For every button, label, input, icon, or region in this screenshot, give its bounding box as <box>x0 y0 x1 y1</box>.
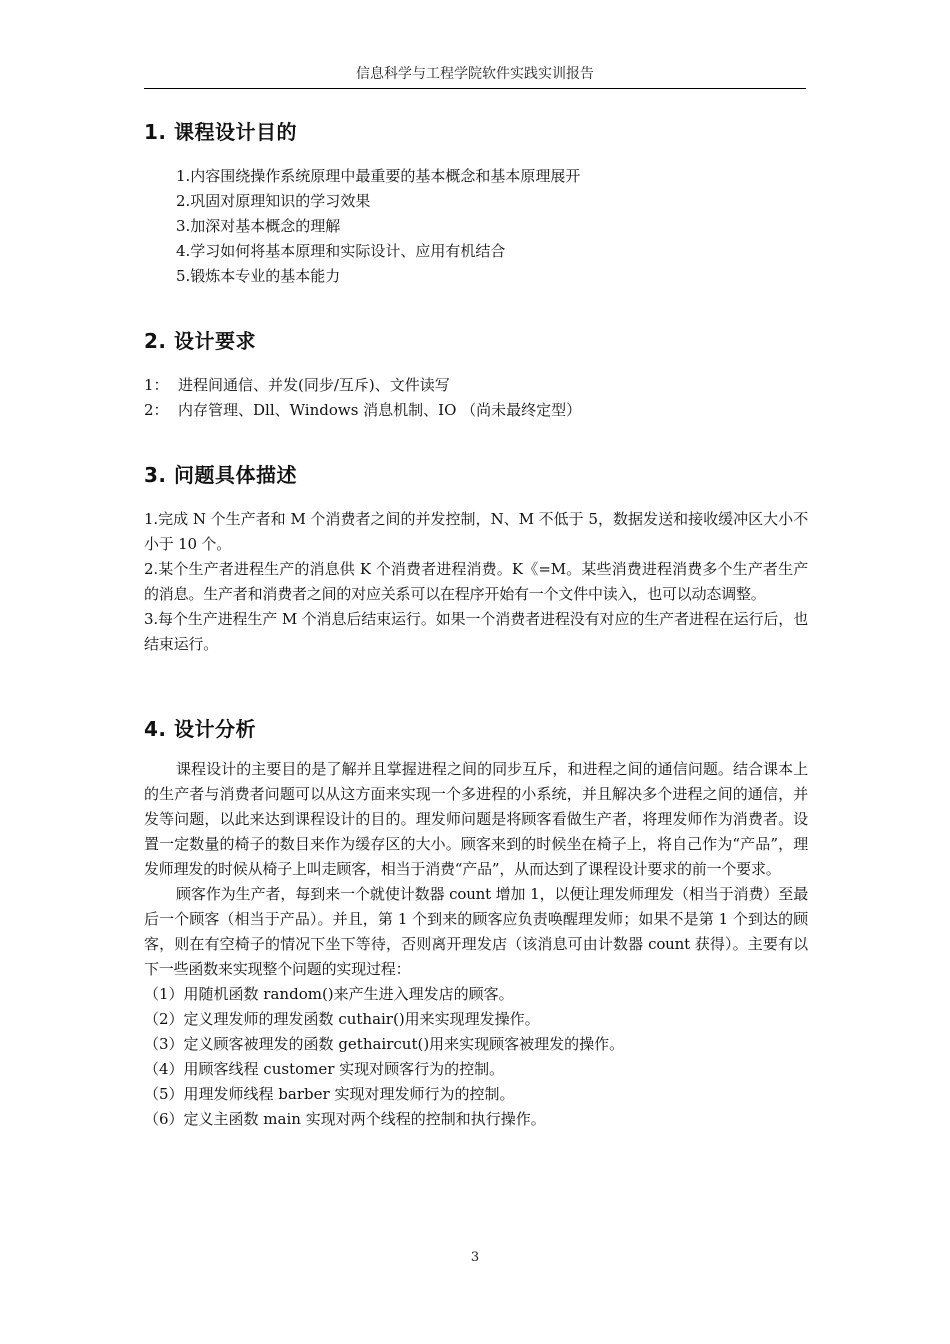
problem-description <box>144 507 808 657</box>
item-text: 内存管理、Dll、Windows 消息机制、IO （尚未最终定型） <box>178 401 582 419</box>
item-number: 2： <box>144 401 169 419</box>
page-header: 信息科学与工程学院软件实践实训报告 <box>356 66 594 82</box>
list-item: （3）定义顾客被理发的函数 gethaircut()用来实现顾客被理发的操作。 <box>144 1035 625 1053</box>
list-item: 4.学习如何将基本原理和实际设计、应用有机结合 <box>176 242 506 260</box>
design-analysis <box>144 757 808 1132</box>
list-item <box>144 398 808 423</box>
paragraph: 3.每个生产进程生产 M 个消息后结束运行。如果一个消费者进程没有对应的生产者进程在运行后，也结束运行。 <box>144 610 808 653</box>
section-heading-requirements: 2. 设计要求 <box>144 329 256 353</box>
section-heading-analysis: 4. 设计分析 <box>144 717 256 741</box>
list-item <box>144 373 808 398</box>
section-heading-problem: 3. 问题具体描述 <box>144 463 297 487</box>
list-item: （1）用随机函数 random()来产生进入理发店的顾客。 <box>144 985 514 1003</box>
requirements-list <box>144 373 808 423</box>
page-number: 3 <box>470 1250 480 1265</box>
list-item: （2）定义理发师的理发函数 cuthair()用来实现理发操作。 <box>144 1010 540 1028</box>
section-heading-purpose: 1. 课程设计目的 <box>144 120 297 144</box>
list-item: （4）用顾客线程 customer 实现对顾客行为的控制。 <box>144 1060 505 1078</box>
header-rule <box>144 88 806 89</box>
function-list <box>144 982 808 1132</box>
paragraph: 2.某个生产者进程生产的消息供 K 个消费者进程消费。K《=M。某些消费进程消费多个生产者生产的消息。生产者和消费者之间的对应关系可以在程序开始有一个文件中读入，也可以动态调整。 <box>144 560 808 603</box>
list-item: 3.加深对基本概念的理解 <box>176 217 341 235</box>
list-item: 5.锻炼本专业的基本能力 <box>176 267 341 285</box>
list-item: （6）定义主函数 main 实现对两个线程的控制和执行操作。 <box>144 1110 546 1128</box>
item-number: 1： <box>144 376 169 394</box>
document-body <box>144 118 808 1132</box>
paragraph: 课程设计的主要目的是了解并且掌握进程之间的同步互斥，和进程之间的通信问题。结合课本上的生产者与消费者问题可以从这方面来实现一个多进程的小系统，并且解决多个进程之间的通信，并发等问题，以此来达到课程设计的目的。理发师问题是将顾客看做生产者，将理发师作为消费者。设置一定数量的椅子的数目来作为缓存区的大小。顾客来到的时候坐在椅子上，将自己作为“产品”，理发师理发的时候从椅子上叫走顾客，相当于消费“产品”，从而达到了课程设计要求的前一个要求。 <box>144 760 808 878</box>
purpose-list <box>144 164 808 289</box>
paragraph: 1.完成 N 个生产者和 M 个消费者之间的并发控制，N、M 不低于 5，数据发送和接收缓冲区大小不小于 10 个。 <box>144 510 808 553</box>
paragraph: 顾客作为生产者，每到来一个就使计数器 count 增加 1，以便让理发师理发（相当于消费）至最后一个顾客（相当于产品）。并且，第 1 个到来的顾客应负责唤醒理发师；如果不是第 1 个到达的顾客，则在有空椅子的情况下坐下等待，否则离开理发店（该消息可由计数器 count 获得）。主要有以下一些函数来实现整个问题的实现过程： <box>144 885 808 978</box>
list-item: 2.巩固对原理知识的学习效果 <box>176 192 371 210</box>
list-item: （5）用理发师线程 barber 实现对理发师行为的控制。 <box>144 1085 515 1103</box>
item-text: 进程间通信、并发(同步/互斥)、文件读写 <box>178 376 450 394</box>
list-item: 1.内容围绕操作系统原理中最重要的基本概念和基本原理展开 <box>176 167 581 185</box>
